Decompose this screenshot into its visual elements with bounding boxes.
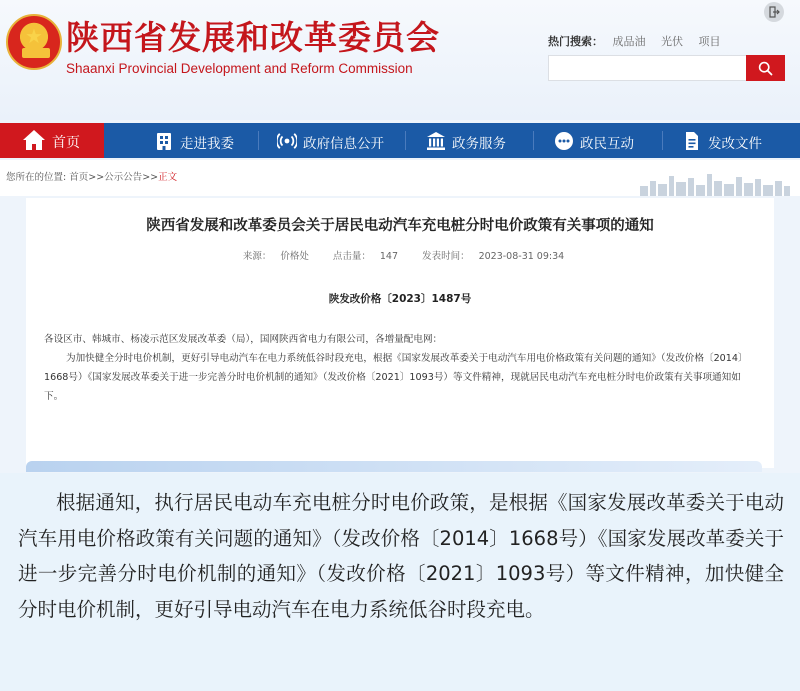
hot-search-item[interactable]: 光伏 <box>661 35 683 48</box>
site-subtitle: Shaanxi Provincial Development and Reform Commission <box>66 61 413 76</box>
hot-search-item[interactable]: 成品油 <box>612 35 646 48</box>
site-title[interactable]: 陕西省发展和改革委员会 <box>66 18 440 57</box>
source-label: 来源： <box>242 251 272 262</box>
nav-item-label: 发改文件 <box>708 136 762 152</box>
article-body <box>44 330 744 406</box>
search-icon <box>758 61 773 76</box>
document-icon <box>682 131 702 151</box>
document-number: 陕发改价格〔2023〕1487号 <box>328 293 472 305</box>
article-paragraph: 为加快健全分时电价机制，更好引导电动汽车在电力系统低谷时段充电，根据《国家发展改革委关于电动汽车用电价格政策有关问题的通知》（发改价格〔2014〕1668号）《国家发展改革委关于进一步完善分时电价机制的通知》（发改价格〔2021〕1093号）等文件精神，现就居民电动汽车充电桩分时电价政策有关事项通知如下。 <box>44 353 743 402</box>
exit-button[interactable] <box>764 2 784 22</box>
breadcrumb-section[interactable]: 公示公告 <box>104 172 143 183</box>
breadcrumb-separator: >> <box>142 172 159 183</box>
nav-item-label: 政府信息公开 <box>303 136 384 152</box>
clicks-value: 147 <box>379 251 399 262</box>
hot-search-label: 热门搜索： <box>548 35 603 48</box>
city-skyline-illustration <box>640 172 790 196</box>
source-value: 价格处 <box>280 251 309 262</box>
article-addressee: 各设区市、韩城市、杨凌示范区发展改革委（局），国网陕西省电力有限公司，各增量配电网： <box>44 334 443 345</box>
breadcrumb-current: 正文 <box>158 172 178 183</box>
broadcast-icon <box>277 131 297 151</box>
caption-panel <box>0 473 800 691</box>
breadcrumb-prefix: 您所在的位置: <box>6 172 70 183</box>
main-nav <box>0 123 800 158</box>
site-header <box>0 0 800 120</box>
hot-search-item[interactable]: 项目 <box>698 35 721 48</box>
search-button[interactable] <box>746 55 785 81</box>
caption-text: 根据通知，执行居民电动车充电桩分时电价政策，是根据《国家发展改革委关于电动汽车用电价格政策有关问题的通知》（发改价格〔2014〕1668号）《国家发展改革委关于进一步完善分时电价机制的通知》（发改价格〔2021〕1093号）等文件精神，加快健全分时电价机制，更好引导电动汽车在电力系统低谷时段充电。 <box>18 491 784 621</box>
government-building-icon <box>426 131 446 151</box>
published-label: 发表时间： <box>422 251 470 262</box>
breadcrumb-home[interactable]: 首页 <box>69 172 89 183</box>
breadcrumb <box>6 169 177 183</box>
clicks-label: 点击量： <box>332 251 371 262</box>
article-card <box>26 198 774 468</box>
hot-search <box>548 33 733 49</box>
nav-item-label: 走进我委 <box>180 136 234 152</box>
nav-item-label: 政民互动 <box>580 136 634 152</box>
building-icon <box>154 131 174 151</box>
search-input[interactable] <box>548 55 748 81</box>
chat-icon <box>554 131 574 151</box>
home-icon <box>22 129 46 151</box>
nav-item-home[interactable] <box>0 123 104 158</box>
article-meta <box>26 248 774 262</box>
breadcrumb-separator: >> <box>88 172 105 183</box>
nav-home-label: 首页 <box>52 135 80 151</box>
published-value: 2023-08-31 09:34 <box>478 251 565 262</box>
exit-icon <box>769 6 780 18</box>
national-emblem-icon: ★ <box>6 14 62 70</box>
article-title: 陕西省发展和改革委员会关于居民电动汽车充电桩分时电价政策有关事项的通知 <box>146 218 654 234</box>
nav-item-label: 政务服务 <box>452 136 506 152</box>
content-scroll-strip <box>26 461 762 472</box>
